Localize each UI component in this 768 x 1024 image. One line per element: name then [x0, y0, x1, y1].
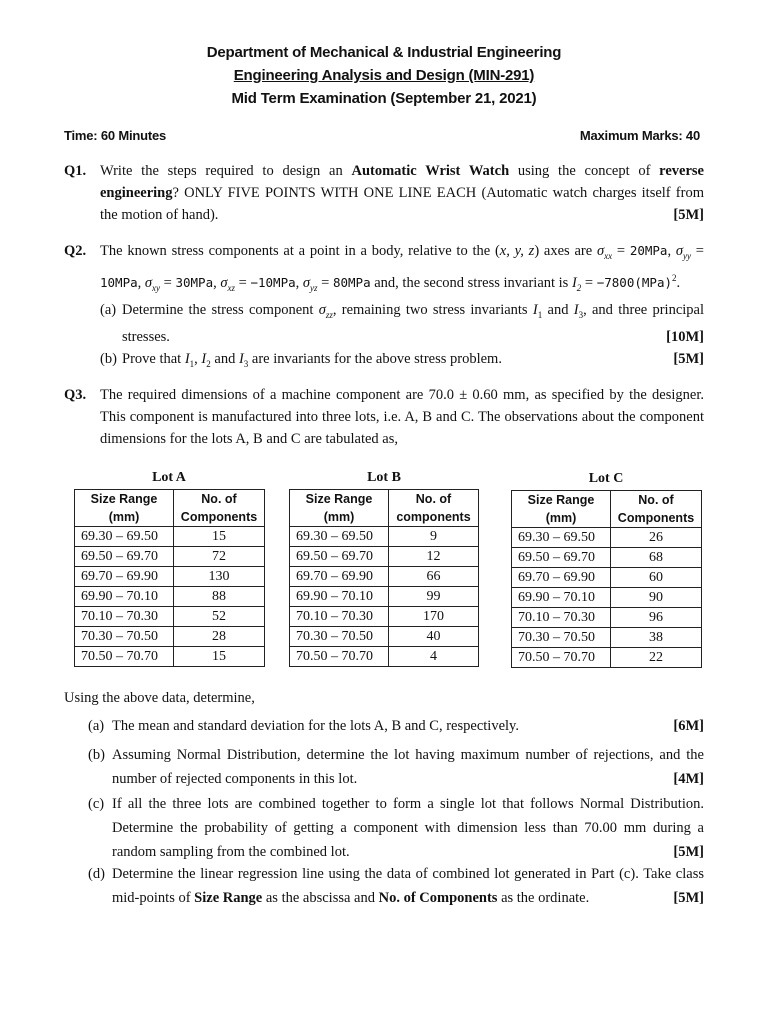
count-cell: 90	[611, 588, 702, 608]
count-cell: 28	[174, 627, 265, 647]
part-c-label: (c)	[88, 796, 105, 812]
count-cell: 96	[611, 608, 702, 628]
q3-number: Q3.	[64, 387, 87, 403]
col-count	[611, 491, 702, 528]
q2-text-1: The known stress components at a point in a body, relative to the (	[100, 243, 500, 259]
table-row	[75, 627, 265, 647]
q1-number: Q1.	[64, 163, 87, 179]
table-row	[290, 627, 479, 647]
q2b-text-2: and	[210, 350, 239, 367]
count-cell: 26	[611, 528, 702, 548]
col2-label-2: Components	[617, 511, 695, 525]
table-row	[512, 648, 702, 668]
size-cell: 70.30 – 70.50	[75, 627, 174, 647]
q2a-text-1: Determine the stress component	[122, 301, 319, 318]
size-cell: 70.10 – 70.30	[75, 607, 174, 627]
count-cell: 40	[389, 627, 479, 647]
size-cell: 70.50 – 70.70	[512, 648, 611, 668]
size-cell: 69.70 – 69.90	[75, 567, 174, 587]
size-cell: 69.90 – 70.10	[290, 587, 389, 607]
size-cell: 70.30 – 70.50	[512, 628, 611, 648]
exam-title: Mid Term Examination (September 21, 2021)	[231, 90, 537, 107]
part-d-marks: [5M]	[673, 890, 704, 906]
q1-text-3: ? ONLY FIVE POINTS WITH ONE LINE EACH (Automatic watch charges itself from the motion of hand).	[100, 185, 704, 223]
size-cell: 70.10 – 70.30	[290, 607, 389, 627]
count-cell: 170	[389, 607, 479, 627]
lot-b-title: Lot B	[367, 470, 401, 485]
part-d	[88, 862, 704, 910]
col2-label: No. of	[638, 493, 674, 507]
course-title	[0, 67, 768, 84]
part-b-label: (b)	[88, 747, 105, 763]
part-d-text-3: as the ordinate.	[497, 890, 590, 906]
col-size-range	[290, 490, 389, 527]
table-row	[75, 587, 265, 607]
col-count	[174, 490, 265, 527]
q2-axes: x, y, z	[499, 243, 535, 259]
q1-text-2: using the concept of	[509, 163, 660, 179]
q2-body: The known stress components at a point in a body, relative to the (x, y, z) axes are $\sigma_{xx} = 20MPa$, $\sigma_{yy} = 10MPa$, $\sigma_{xy} = 30MPa$, $\sigma_{xz} = -10MPa$, $\sigma_{yz} = 80MPa$ and, the second stress invariant is $I_2 = -7800(MPa)^2$. (a) Determine the stress component $\sigma_{zz}$, remaining two stress invariants $I_1$ and $I_3$, and three principal stresses. [10M] (b) Prove that $I_1$, $I_2$ and $I_3$ are invariants for the above stress problem. [5M]	[100, 240, 704, 374]
part-b-text: Assuming Normal Distribution, determine the lot having maximum number of rejections, and the number of rejected components in this lot.	[112, 747, 704, 787]
sigma-yy-value: 10MPa	[100, 274, 138, 290]
q2b-text-3: are invariants for the above stress problem.	[248, 350, 502, 367]
col2-label: No. of	[415, 492, 452, 506]
table-row	[290, 607, 479, 627]
table-row	[75, 567, 265, 587]
lot-a-title: Lot A	[152, 470, 186, 485]
lot-c-table	[511, 490, 702, 668]
q2a-text-4: , and three principal stresses.	[122, 301, 705, 345]
part-c	[88, 792, 704, 864]
count-cell: 88	[174, 587, 265, 607]
col1-unit: (mm)	[108, 510, 140, 524]
part-d-bold-1: Size Range	[194, 890, 263, 906]
col-size-range	[75, 490, 174, 527]
part-c-marks: [5M]	[673, 844, 704, 860]
question-3	[64, 384, 704, 450]
size-cell: 69.90 – 70.10	[512, 588, 611, 608]
table-header-row	[512, 491, 702, 528]
table-row	[290, 567, 479, 587]
part-a-marks: [6M]	[673, 718, 704, 734]
table-row	[512, 548, 702, 568]
lot-b-table	[289, 489, 479, 667]
sigma-xx-value: 20MPa	[629, 243, 668, 258]
size-cell: 70.50 – 70.70	[75, 647, 174, 667]
table-row	[512, 528, 702, 548]
part-d-text-1: Determine the linear regression line using the data of combined lot generated in Part (c). Take class mid-points of	[112, 866, 704, 906]
question-1	[64, 160, 704, 226]
q2-text-2: ) axes are	[534, 243, 597, 259]
q2a-marks: [10M]	[666, 328, 704, 345]
count-cell: 15	[174, 647, 265, 667]
sigma-xz-value: −10MPa	[250, 274, 296, 290]
col2-label-2: Components	[180, 510, 258, 524]
size-cell: 69.30 – 69.50	[290, 527, 389, 547]
sigma-xy-value: 30MPa	[175, 274, 214, 290]
time-label: Time: 60 Minutes	[64, 128, 167, 143]
max-marks-label: Maximum Marks: 40	[579, 128, 700, 143]
size-cell: 69.50 – 69.70	[290, 547, 389, 567]
count-cell: 4	[389, 647, 479, 667]
count-cell: 68	[611, 548, 702, 568]
sigma-yz-value: 80MPa	[332, 274, 371, 290]
q1-body	[100, 160, 704, 226]
count-cell: 66	[389, 567, 479, 587]
part-d-label: (d)	[88, 866, 105, 882]
count-cell: 52	[174, 607, 265, 627]
i2-value: −7800(MPa)	[596, 274, 672, 290]
department-title: Department of Mechanical & Industrial Engineering	[206, 44, 562, 61]
size-cell: 69.90 – 70.10	[75, 587, 174, 607]
table-row	[75, 607, 265, 627]
col2-label-2: components	[396, 510, 471, 524]
q2-text-3: and, the second stress invariant is	[370, 274, 572, 291]
q2b-text-1: Prove that	[122, 350, 185, 367]
col-size-range	[512, 491, 611, 528]
part-d-text-2: as the abscissa and	[262, 890, 379, 906]
count-cell: 38	[611, 628, 702, 648]
count-cell: 72	[174, 547, 265, 567]
table-row	[75, 547, 265, 567]
col1-label: Size Range	[90, 492, 158, 506]
size-cell: 70.10 – 70.30	[512, 608, 611, 628]
table-header-row	[290, 490, 479, 527]
col1-unit: (mm)	[323, 510, 355, 524]
table-row	[512, 628, 702, 648]
lot-c-title: Lot C	[588, 471, 624, 486]
q2a-text-2: , remaining two stress invariants	[332, 301, 533, 318]
count-cell: 22	[611, 648, 702, 668]
question-2	[64, 240, 704, 374]
q3-body: The required dimensions of a machine component are 70.0 ± 0.60 mm, as specified by the designer. This component is manufactured into three lots, i.e. A, B and C. The observations about the component dimensions for the lots A, B and C are tabulated as,	[100, 387, 704, 447]
lot-a-table	[74, 489, 265, 667]
q1-bold-1: Automatic Wrist Watch	[351, 163, 510, 179]
q2-number: Q2.	[64, 243, 87, 259]
count-cell: 130	[174, 567, 265, 587]
col2-label: No. of	[201, 492, 237, 506]
count-cell: 9	[389, 527, 479, 547]
q2a-text-3: and	[542, 301, 574, 318]
table-row	[290, 527, 479, 547]
count-cell: 99	[389, 587, 479, 607]
col1-unit: (mm)	[545, 511, 577, 525]
table-row	[290, 647, 479, 667]
col1-label: Size Range	[527, 493, 595, 507]
part-a	[88, 714, 704, 738]
size-cell: 69.70 – 69.90	[512, 568, 611, 588]
size-cell: 69.50 – 69.70	[512, 548, 611, 568]
q2b-marks: [5M]	[673, 350, 704, 367]
part-a-label: (a)	[88, 718, 105, 734]
part-b-marks: [4M]	[673, 771, 704, 787]
table-row	[290, 547, 479, 567]
course-title-text: Engineering Analysis and Design (MIN-291)	[233, 67, 535, 84]
size-cell: 69.50 – 69.70	[75, 547, 174, 567]
q2-part-a: (a) Determine the stress component $\sigma_{zz}$, remaining two stress invariants $I_1$ and $I_3$, and three principal stresses. [10M]	[100, 299, 704, 348]
size-cell: 70.30 – 70.50	[290, 627, 389, 647]
size-cell: 69.30 – 69.50	[75, 527, 174, 547]
q2-part-b: (b) Prove that $I_1$, $I_2$ and $I_3$ are invariants for the above stress problem. [5M]	[100, 348, 704, 375]
size-cell: 69.30 – 69.50	[512, 528, 611, 548]
col-count	[389, 490, 479, 527]
table-row	[512, 568, 702, 588]
part-a-text: The mean and standard deviation for the lots A, B and C, respectively.	[112, 718, 519, 734]
q1-marks: [5M]	[673, 207, 704, 223]
q1-text-1: Write the steps required to design an	[100, 163, 352, 179]
part-c-text: If all the three lots are combined together to form a single lot that follows Normal Distribution. Determine the probability of getting a component with dimension less than 70.00 mm during a random sampling from the combined lot.	[112, 796, 704, 860]
part-b	[88, 743, 704, 791]
table-row	[512, 608, 702, 628]
col1-label: Size Range	[305, 492, 373, 506]
count-cell: 15	[174, 527, 265, 547]
table-header-row	[75, 490, 265, 527]
q2a-label: (a)	[100, 301, 117, 318]
table-row	[512, 588, 702, 608]
count-cell: 60	[611, 568, 702, 588]
table-row	[75, 527, 265, 547]
q2b-label: (b)	[100, 350, 117, 367]
size-cell: 69.70 – 69.90	[290, 567, 389, 587]
using-intro: Using the above data, determine,	[64, 690, 255, 706]
table-row	[75, 647, 265, 667]
table-row	[290, 587, 479, 607]
q1-bold-2: reverse engineering	[100, 163, 704, 201]
count-cell: 12	[389, 547, 479, 567]
part-d-bold-2: No. of Components	[378, 890, 498, 906]
size-cell: 70.50 – 70.70	[290, 647, 389, 667]
